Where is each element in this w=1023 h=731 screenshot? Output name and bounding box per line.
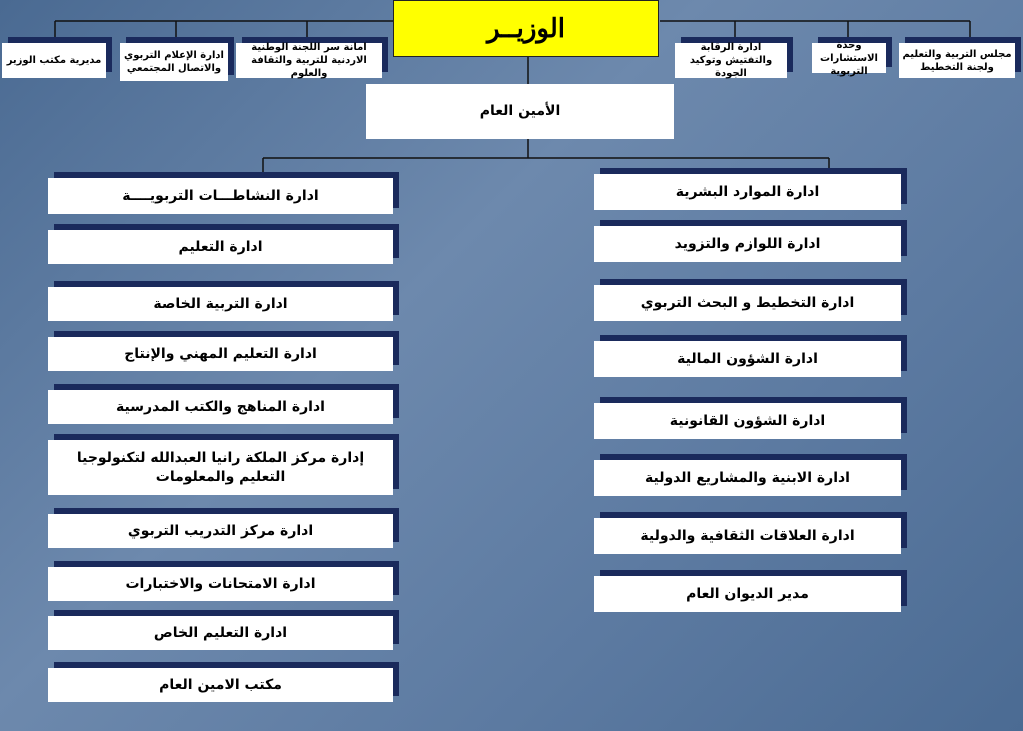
left-dept-box bbox=[48, 337, 393, 371]
dept-label: ادارة التخطيط و البحث التربوي bbox=[640, 294, 855, 311]
right-dept-box bbox=[594, 576, 901, 612]
dept-label: ادارة الشؤون المالية bbox=[677, 350, 818, 367]
top-unit-label: ادارة الإعلام التربوي والاتصال المجتمعي bbox=[124, 50, 224, 74]
top-unit-minister-office bbox=[2, 43, 106, 78]
dept-label: ادارة النشاطـــات التربويــــة bbox=[122, 187, 319, 204]
top-unit-inspection bbox=[675, 43, 787, 78]
top-unit-consultancy bbox=[812, 39, 886, 77]
top-unit-national-commission bbox=[236, 43, 382, 78]
left-dept-box bbox=[48, 287, 393, 321]
left-dept-box bbox=[48, 567, 393, 601]
right-dept-box bbox=[594, 403, 901, 439]
minister-label: الوزيــر bbox=[487, 13, 565, 44]
secretary-general-box bbox=[366, 84, 674, 139]
top-unit-label: مجلس التربية والتعليم ولجنة التخطيط bbox=[902, 48, 1012, 73]
dept-label: مكتب الامين العام bbox=[159, 676, 282, 693]
top-unit-label: وحدة الاستشارات التربوية bbox=[820, 39, 878, 77]
minister-box bbox=[393, 0, 659, 57]
dept-label: ادارة التعليم الخاص bbox=[153, 624, 288, 641]
dept-label: ادارة المناهج والكتب المدرسية bbox=[116, 398, 325, 415]
dept-label: ادارة العلاقات الثقافية والدولية bbox=[640, 527, 855, 544]
dept-label: ادارة مركز التدريب التربوي bbox=[127, 522, 314, 539]
dept-label: ادارة الموارد البشرية bbox=[675, 183, 820, 200]
dept-label: ادارة التعليم المهني والإنتاج bbox=[124, 345, 317, 362]
right-dept-box bbox=[594, 518, 901, 554]
dept-label: ادارة التربية الخاصة bbox=[153, 295, 288, 312]
top-unit-label: ادارة الرقابة والتفتيش وتوكيد الجودة bbox=[689, 42, 773, 79]
top-unit-label: مديرية مكتب الوزير bbox=[6, 55, 102, 66]
dept-label: ادارة التعليم bbox=[178, 238, 263, 255]
right-dept-box bbox=[594, 341, 901, 377]
left-dept-box bbox=[48, 440, 393, 495]
right-dept-box bbox=[594, 174, 901, 210]
dept-label: ادارة الامتحانات والاختبارات bbox=[125, 575, 316, 592]
right-dept-box bbox=[594, 285, 901, 321]
dept-label: ادارة الابنية والمشاريع الدولية bbox=[645, 469, 850, 486]
left-dept-box bbox=[48, 514, 393, 548]
dept-label: مدير الديوان العام bbox=[686, 585, 809, 602]
left-dept-box bbox=[48, 616, 393, 650]
left-dept-box bbox=[48, 668, 393, 702]
top-unit-label: امانة سر اللجنة الوطنية الاردنية للتربية والثقافة والعلوم bbox=[251, 42, 367, 79]
left-dept-box bbox=[48, 230, 393, 264]
left-dept-box bbox=[48, 178, 393, 214]
dept-label: ادارة الشؤون القانونية bbox=[669, 412, 826, 429]
dept-label: إدارة مركز الملكة رانيا العبدالله لتكنولوجيا التعليم والمعلومات bbox=[76, 449, 365, 485]
dept-label: ادارة اللوازم والتزويد bbox=[674, 235, 821, 252]
right-dept-box bbox=[594, 460, 901, 496]
left-dept-box bbox=[48, 390, 393, 424]
top-unit-media bbox=[120, 43, 228, 81]
right-dept-box bbox=[594, 226, 901, 262]
top-unit-council bbox=[899, 43, 1015, 78]
secretary-general-label: الأمين العام bbox=[479, 103, 561, 119]
